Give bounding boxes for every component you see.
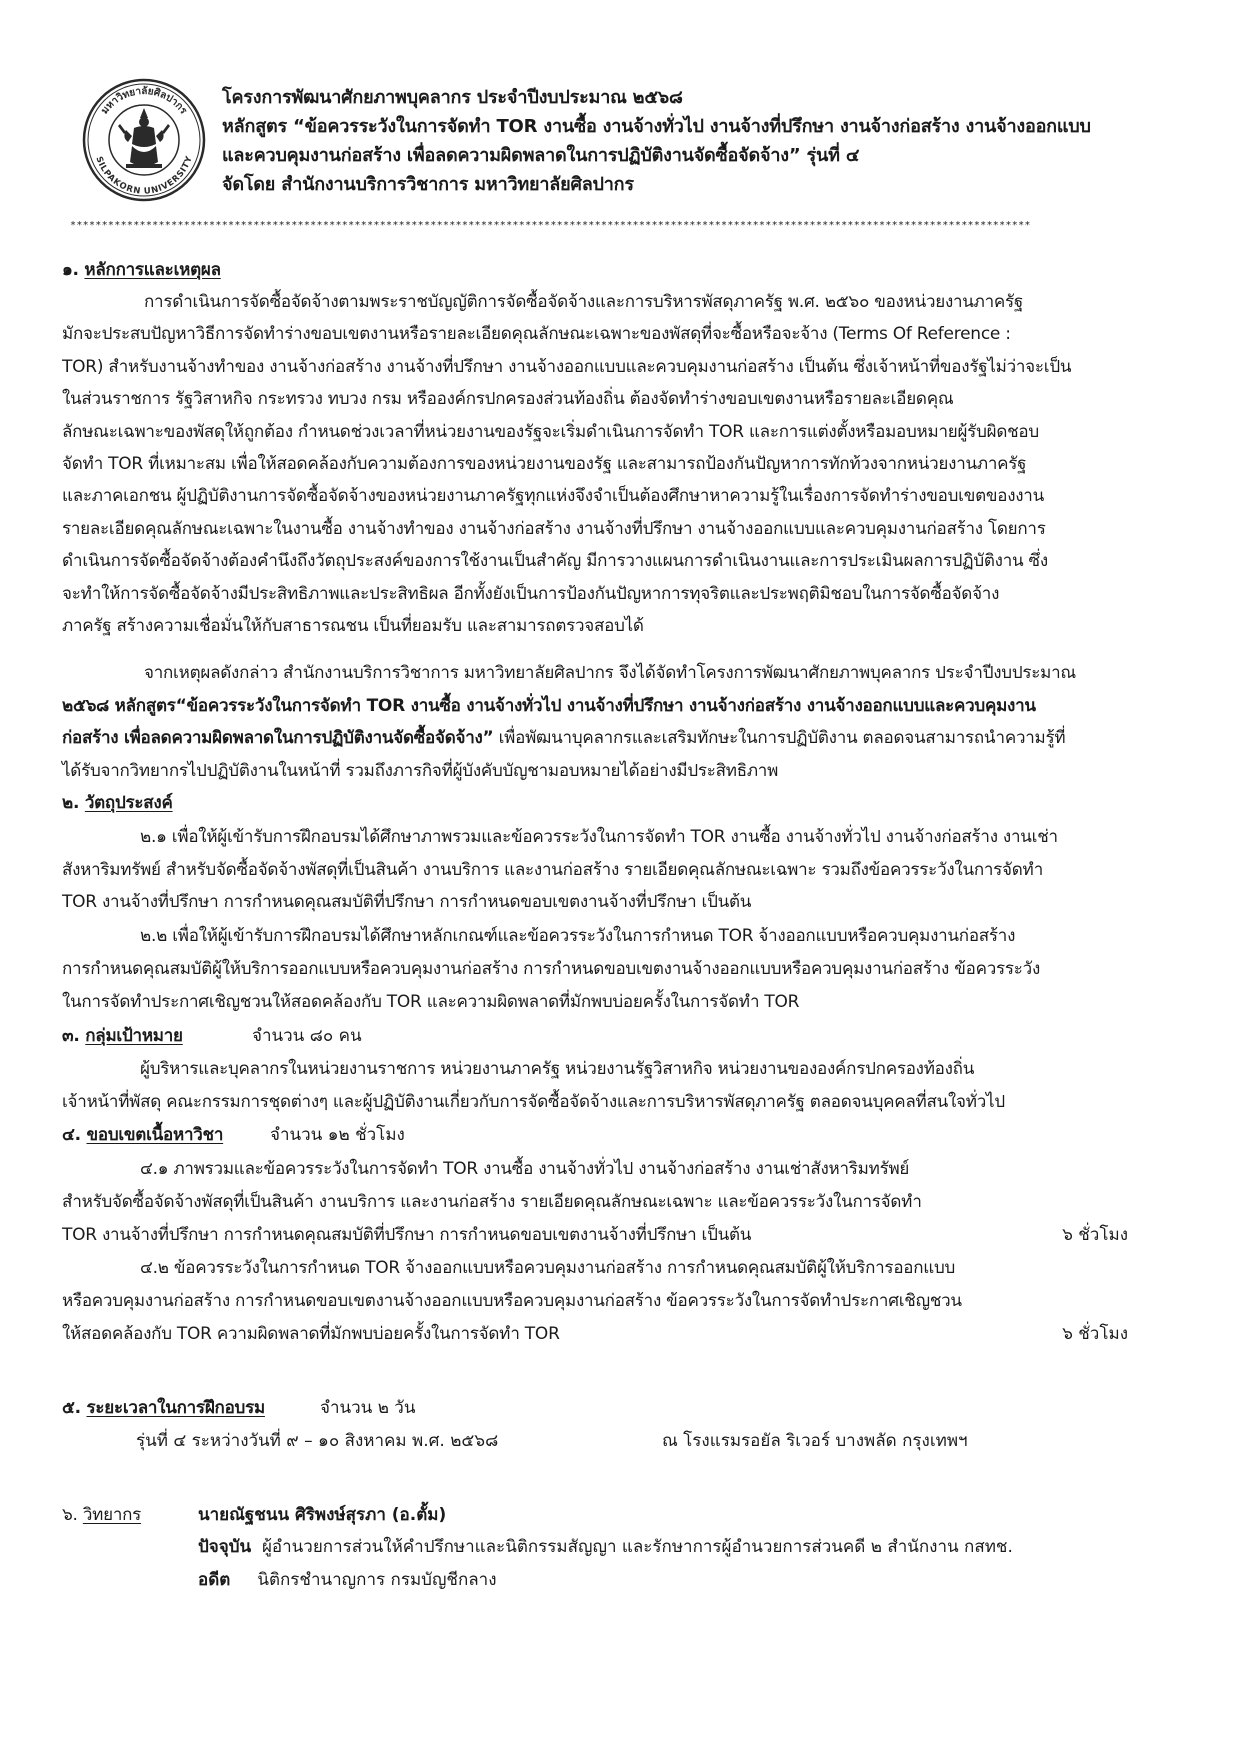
- section1-line: TOR) สำหรับงานจ้างทำของ งานจ้างก่อสร้าง งานจ้างที่ปรึกษา งานจ้างออกแบบและควบคุมงานก่อสร้าง เป็นต้น ซึ่งเจ้าหน้าที่ของรัฐไม่ว่าจะเป็น: [62, 357, 1072, 377]
- section4-line: ๔.๑ ภาพรวมและข้อควรระวังในการจัดทำ TOR งานซื้อ งานจ้างทั่วไป งานจ้างก่อสร้าง งานเช่าสังหาริมทรัพย์: [140, 1159, 910, 1179]
- section4-number: ๔.: [62, 1125, 81, 1145]
- current-label: ปัจจุบัน: [198, 1537, 252, 1557]
- section1-line: ลักษณะเฉพาะของพัสดุให้ถูกต้อง กำหนดช่วงเวลาที่หน่วยงานของรัฐจะเริ่มดำเนินการจัดทำ TOR และการแต่งตั้งหรือมอบหมายผู้รับผิดชอบ: [62, 422, 1039, 442]
- section3-line: เจ้าหน้าที่พัสดุ คณะกรรมการชุดต่างๆ และผู้ปฏิบัติงานเกี่ยวกับการจัดซื้อจัดจ้างและการบริหารพัสดุภาครัฐ ตลอดจนบุคคลที่สนใจทั่วไป: [62, 1092, 1005, 1112]
- svg-text:SILPAKORN UNIVERSITY: SILPAKORN UNIVERSITY: [93, 155, 195, 197]
- section4-line: ให้สอดคล้องกับ TOR ความผิดพลาดที่มักพบบ่อยครั้งในการจัดทำ TOR: [62, 1324, 560, 1344]
- section1-line: จะทำให้การจัดซื้อจัดจ้างมีประสิทธิภาพและประสิทธิผล อีกทั้งยังเป็นการป้องกันปัญหาการทุจริตและประพฤติมิชอบในการจัดซื้อจัดจ้าง: [62, 584, 1000, 604]
- training-venue: ณ โรงแรมรอยัล ริเวอร์ บางพลัด กรุงเทพฯ: [662, 1431, 968, 1451]
- section5-title: ระยะเวลาในการฝึกอบรม: [86, 1398, 265, 1418]
- section2-line: สังหาริมทรัพย์ สำหรับจัดซื้อจัดจ้างพัสดุที่เป็นสินค้า งานบริการ และงานก่อสร้าง รายเอียดคุณลักษณะเฉพาะ รวมถึงข้อควรระวังในการจัดทำ: [62, 860, 1044, 880]
- section2-line: การกำหนดคุณสมบัติผู้ให้บริการออกแบบหรือควบคุมงานก่อสร้าง การกำหนดขอบเขตงานจ้างออกแบบหรือควบคุมงานก่อสร้าง ข้อควรระวัง: [62, 959, 1041, 979]
- section1-title: หลักการและเหตุผล: [84, 260, 221, 280]
- speaker-current-role: [198, 1533, 1013, 1560]
- section4-line: ๔.๒ ข้อควรระวังในการกำหนด TOR จ้างออกแบบหรือควบคุมงานก่อสร้าง การกำหนดคุณสมบัติผู้ให้บริการออกแบบ: [140, 1258, 956, 1278]
- section2-heading: [62, 789, 1132, 816]
- section1-para2-line: ได้รับจากวิทยากรไปปฏิบัติงานในหน้าที่ รวมถึงภารกิจที่ผู้บังคับบัญชามอบหมายได้อย่างมีประสิทธิภาพ: [62, 761, 779, 781]
- section3-line: ผู้บริหารและบุคลากรในหน่วยงานราชการ หน่วยงานภาครัฐ หน่วยงานรัฐวิสาหกิจ หน่วยงานขององค์กรปกครองท้องถิ่น: [140, 1059, 975, 1079]
- section1-line: และภาคเอกชน ผู้ปฏิบัติงานการจัดซื้อจัดจ้างของหน่วยงานภาครัฐทุกแห่งจึงจำเป็นต้องศึกษาหาความรู้ในเรื่องการจัดทำร่างขอบเขตของงาน: [62, 486, 1044, 506]
- section2-line: TOR งานจ้างที่ปรึกษา การกำหนดคุณสมบัติที่ปรึกษา การกำหนดขอบเขตงานจ้างที่ปรึกษา เป็นต้น: [62, 892, 752, 912]
- svg-text:มหาวิทยาลัยศิลปากร: มหาวิทยาลัยศิลปากร: [99, 85, 189, 117]
- section4-count: จำนวน ๑๒ ชั่วโมง: [270, 1125, 405, 1145]
- section1-line: รายละเอียดคุณลักษณะเฉพาะในงานซื้อ งานจ้างทำของ งานจ้างก่อสร้าง งานจ้างที่ปรึกษา งานจ้างออกแบบและควบคุมงานก่อสร้าง โดยการ: [62, 519, 1046, 539]
- header-organizer: จัดโดย สำนักงานบริการวิชาการ มหาวิทยาลัยศิลปากร: [222, 174, 634, 195]
- section1-line: จัดทำ TOR ที่เหมาะสม เพื่อให้สอดคล้องกับความต้องการของหน่วยงานของรัฐ และสามารถป้องกันปัญหาการทักท้วงจากหน่วยงานภาครัฐ: [62, 454, 1027, 474]
- section2-number: ๒.: [62, 793, 80, 813]
- section4-heading: [62, 1121, 1132, 1148]
- section3-title: กลุ่มเป้าหมาย: [85, 1026, 183, 1046]
- section4-hours-1: ๖ ชั่วโมง: [1062, 1225, 1128, 1245]
- section3-heading: [62, 1022, 1132, 1049]
- section6-title: วิทยากร: [82, 1505, 142, 1525]
- training-schedule: รุ่นที่ ๔ ระหว่างวันที่ ๙ – ๑๐ สิงหาคม พ.ศ. ๒๕๖๘: [136, 1431, 499, 1451]
- section5-count: จำนวน ๒ วัน: [320, 1398, 416, 1418]
- section5-heading: [62, 1394, 1132, 1421]
- section4-line: หรือควบคุมงานก่อสร้าง การกำหนดขอบเขตงานจ้างออกแบบหรือควบคุมงานก่อสร้าง ข้อควรระวังในการจัดทำประกาศเชิญชวน: [62, 1291, 962, 1311]
- header-course-title: หลักสูตร “ข้อควรระวังในการจัดทำ TOR งานซื้อ งานจ้างทั่วไป งานจ้างที่ปรึกษา งานจ้างก่อสร้าง งานจ้างออกแบบ: [222, 116, 1091, 137]
- section4-hours-2: ๖ ชั่วโมง: [1062, 1324, 1128, 1344]
- speaker-former-role: [198, 1566, 497, 1593]
- section1-para2-line: [62, 724, 1132, 751]
- section1-line: ในส่วนราชการ รัฐวิสาหกิจ กระทรวง ทบวง กรม หรือองค์กรปกครองส่วนท้องถิ่น ต้องจัดทำร่างขอบเขตงานหรือรายละเอียดคุณ: [62, 389, 954, 409]
- section1-line: ดำเนินการจัดซื้อจัดจ้างต้องคำนึงถึงวัตถุประสงค์ของการใช้งานเป็นสำคัญ มีการวางแผนการดำเนินงานและการประเมินผลการปฏิบัติงาน ซึ่ง: [62, 551, 1048, 571]
- section3-count: จำนวน ๘๐ คน: [252, 1026, 362, 1046]
- section5-number: ๕.: [62, 1398, 81, 1418]
- section1-number: ๑.: [62, 260, 79, 280]
- section2-line: ในการจัดทำประกาศเชิญชวนให้สอดคล้องกับ TOR และความผิดพลาดที่มักพบบ่อยครั้งในการจัดทำ TOR: [62, 992, 800, 1012]
- section1-line: ภาครัฐ สร้างความเชื่อมั่นให้กับสาธารณชน เป็นที่ยอมรับ และสามารถตรวจสอบได้: [62, 616, 644, 636]
- section1-para2-line: จากเหตุผลดังกล่าว สำนักงานบริการวิชาการ มหาวิทยาลัยศิลปากร จึงได้จัดทำโครงการพัฒนาศักยภาพบุคลากร ประจำปีงบประมาณ: [144, 663, 1076, 683]
- section1-line: การดำเนินการจัดซื้อจัดจ้างตามพระราชบัญญัติการจัดซื้อจัดจ้างและการบริหารพัสดุภาครัฐ พ.ศ. ๒๕๖๐ ของหน่วยงานภาครัฐ: [144, 292, 1024, 312]
- section1-para2-rest: เพื่อพัฒนาบุคลากรและเสริมทักษะในการปฏิบัติงาน ตลอดจนสามารถนำความรู้ที่: [493, 728, 1066, 748]
- section4-line: สำหรับจัดซื้อจัดจ้างพัสดุที่เป็นสินค้า งานบริการ และงานก่อสร้าง รายเอียดคุณลักษณะเฉพาะ และข้อควรระวังในการจัดทำ: [62, 1192, 922, 1212]
- current-position: ผู้อำนวยการส่วนให้คำปรึกษาและนิติกรรมสัญญา และรักษาการผู้อำนวยการส่วนคดี ๒ สำนักงาน กสทช.: [261, 1537, 1013, 1557]
- header-project-title: โครงการพัฒนาศักยภาพบุคลากร ประจำปีงบประมาณ ๒๕๖๘: [222, 87, 683, 108]
- course-name-bold: ก่อสร้าง เพื่อลดความผิดพลาดในการปฏิบัติงานจัดซื้อจัดจ้าง”: [62, 728, 494, 748]
- section4-line: TOR งานจ้างที่ปรึกษา การกำหนดคุณสมบัติที่ปรึกษา การกำหนดขอบเขตงานจ้างที่ปรึกษา เป็นต้น: [62, 1225, 752, 1245]
- section1-para2-line: ๒๕๖๘ หลักสูตร“ข้อควรระวังในการจัดทำ TOR งานซื้อ งานจ้างทั่วไป งานจ้างที่ปรึกษา งานจ้างก่อสร้าง งานจ้างออกแบบและควบคุมงาน: [62, 696, 1036, 716]
- former-label: อดีต: [198, 1570, 231, 1590]
- section2-line: ๒.๑ เพื่อให้ผู้เข้ารับการฝึกอบรมได้ศึกษาภาพรวมและข้อควรระวังในการจัดทำ TOR งานซื้อ งานจ้างทั่วไป งานจ้างก่อสร้าง งานเช่า: [140, 827, 1058, 847]
- university-seal-logo: [82, 78, 206, 202]
- section3-number: ๓.: [62, 1026, 80, 1046]
- header-course-title-cont: และควบคุมงานก่อสร้าง เพื่อลดความผิดพลาดในการปฏิบัติงานจัดซื้อจัดจ้าง” รุ่นที่ ๔: [222, 145, 860, 166]
- section2-title: วัตถุประสงค์: [84, 793, 173, 813]
- section2-line: ๒.๒ เพื่อให้ผู้เข้ารับการฝึกอบรมได้ศึกษาหลักเกณฑ์และข้อควรระวังในการกำหนด TOR จ้างออกแบบหรือควบคุมงานก่อสร้าง: [140, 926, 1016, 946]
- section6-number: ๖.: [62, 1505, 78, 1525]
- former-position: นิติกรชำนาญการ กรมบัญชีกลาง: [257, 1570, 497, 1590]
- speaker-name: นายณัฐชนน ศิริพงษ์สุรภา (อ.ตั้ม): [198, 1505, 447, 1525]
- star-divider: ********************************************************************************************************************************************************: [70, 220, 1031, 231]
- section4-title: ขอบเขตเนื้อหาวิชา: [86, 1125, 224, 1145]
- section1-heading: [62, 256, 1132, 283]
- section1-line: มักจะประสบปัญหาวิธีการจัดทำร่างขอบเขตงานหรือรายละเอียดคุณลักษณะเฉพาะของพัสดุที่จะซื้อหรือจะจ้าง (Terms Of Reference :: [62, 324, 1011, 344]
